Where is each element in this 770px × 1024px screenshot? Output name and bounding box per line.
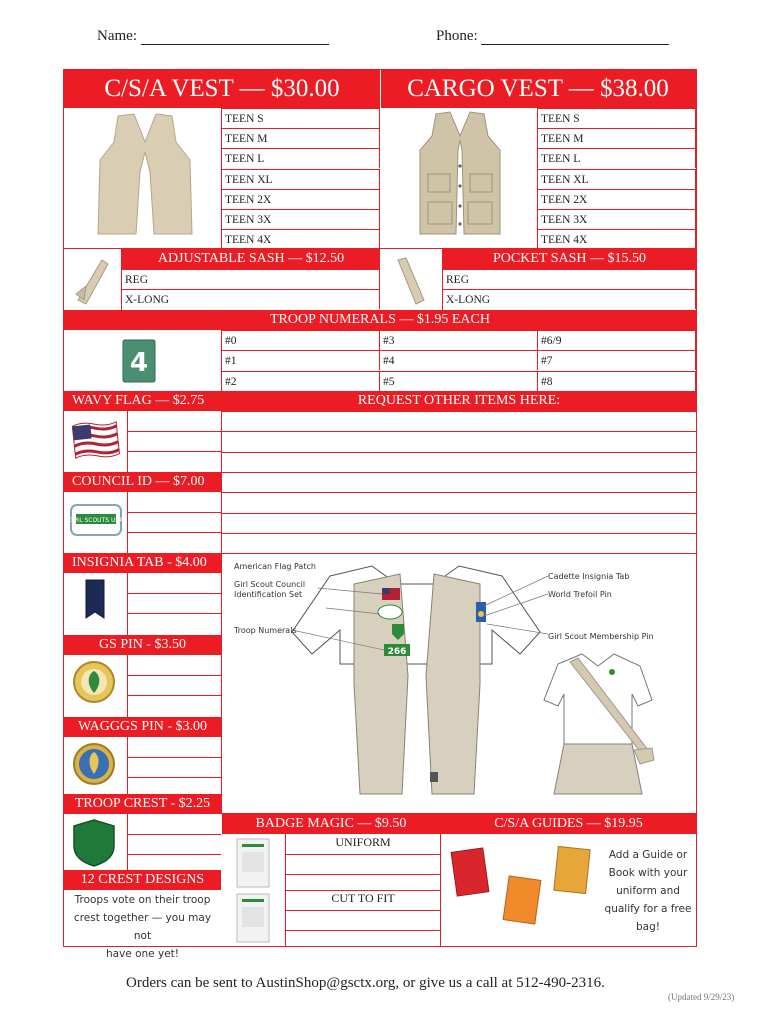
request-row-line — [222, 492, 696, 493]
cargo-vest-size-cell[interactable]: TEEN XL — [538, 169, 696, 189]
adjustable-sash-option[interactable]: REG — [122, 269, 380, 289]
adjustable-sash-option[interactable]: X-LONG — [122, 289, 380, 309]
csa-vest-size-cell[interactable]: TEEN 2X — [222, 189, 380, 209]
troop-numeral-cell[interactable]: #4 — [380, 350, 538, 370]
troop-crest-header: TROOP CREST - $2.25 — [64, 794, 221, 814]
pocket-sash-header: POCKET SASH — $15.50 — [443, 249, 696, 269]
left-image-divider — [127, 737, 128, 794]
left-write-in-line — [127, 675, 221, 676]
left-image-divider — [127, 411, 128, 472]
left-write-in-line — [127, 757, 221, 758]
csa-vest-size-cell[interactable]: TEEN 3X — [222, 209, 380, 229]
badge-magic-cut-image — [236, 893, 270, 943]
left-write-in-line — [127, 431, 221, 432]
request-row-line — [222, 452, 696, 453]
badge-magic-uniform-label: UNIFORM — [335, 835, 391, 849]
troop-numeral-cell[interactable]: #3 — [380, 330, 538, 350]
csa-guides-books-image — [450, 842, 598, 934]
csa-guides-header: C/S/A GUIDES — $19.95 — [441, 814, 696, 834]
footer-contact: Orders can be sent to AustinShop@gsctx.org, or give us a call at 512-490-2316. — [126, 975, 605, 991]
troop-numeral-cell[interactable]: #8 — [538, 371, 696, 391]
csa-guides-note: Add a Guide or Book with your uniform and qualify for a free bag! — [604, 849, 692, 933]
diagram-label-insignia-tab: Cadette Insignia Tab — [548, 572, 630, 581]
phone-field[interactable] — [436, 28, 669, 45]
pocket-sash-option[interactable]: REG — [443, 269, 696, 289]
left-write-in-line — [127, 593, 221, 594]
diagram-label-numerals: Troop Numerals — [234, 626, 297, 635]
gs-pin-image — [72, 660, 116, 704]
badge-magic-row-line — [286, 874, 440, 875]
left-write-in-line — [127, 777, 221, 778]
troop-numeral-cell[interactable]: #7 — [538, 350, 696, 370]
diagram-label-trefoil-pin: World Trefoil Pin — [548, 590, 612, 599]
badge-magic-uniform-image — [236, 838, 270, 888]
wavy-flag-header: WAVY FLAG — $2.75 — [64, 391, 221, 411]
adjustable-sash-header: ADJUSTABLE SASH — $12.50 — [122, 249, 380, 269]
left-write-in-line — [127, 532, 221, 533]
pocket-sash-image — [390, 256, 432, 306]
troop-numeral-image — [122, 339, 156, 383]
updated-date: (Updated 9/29/23) — [668, 992, 735, 1002]
col-divider — [440, 813, 441, 947]
phone-label: Phone: — [436, 28, 478, 44]
cargo-vest-size-cell[interactable]: TEEN 2X — [538, 189, 696, 209]
csa-size-col-divider — [221, 108, 222, 249]
left-col-divider — [221, 391, 222, 814]
badge-magic-header: BADGE MAGIC — $9.50 — [222, 814, 440, 834]
left-write-in-line — [127, 613, 221, 614]
name-label: Name: — [97, 28, 137, 44]
badge-magic-cut-label: CUT TO FIT — [331, 891, 395, 905]
left-write-in-line — [127, 854, 221, 855]
troop-numeral-cell[interactable]: #5 — [380, 371, 538, 391]
diagram-label-council-1: Girl Scout Council — [234, 580, 306, 589]
troop-numeral-cell[interactable]: #2 — [222, 371, 380, 391]
american-flag-patch-image — [72, 418, 120, 464]
request-row-line — [222, 533, 696, 534]
cargo-size-col-divider — [537, 108, 538, 249]
troop-numeral-cell[interactable]: #6/9 — [538, 330, 696, 350]
request-row-line — [222, 513, 696, 514]
badge-magic-row-line — [286, 930, 440, 931]
diagram-label-membership-pin: Girl Scout Membership Pin — [548, 632, 654, 641]
cargo-vest-size-cell[interactable]: TEEN M — [538, 128, 696, 148]
left-write-in-line — [127, 512, 221, 513]
cargo-vest-size-cell[interactable]: TEEN 3X — [538, 209, 696, 229]
troop-crest-image — [72, 818, 116, 868]
troop-numerals-header: TROOP NUMERALS — $1.95 EACH — [64, 310, 696, 330]
left-write-in-line — [127, 695, 221, 696]
pocket-sash-option[interactable]: X-LONG — [443, 289, 696, 309]
crest-designs-note: Troops vote on their troop crest together — you may not have one yet! — [73, 894, 212, 960]
left-write-in-line — [127, 451, 221, 452]
name-input-line[interactable] — [141, 29, 329, 45]
wagggs-pin-header: WAGGGS PIN - $3.00 — [64, 717, 221, 737]
numerals-col-divider — [221, 330, 222, 391]
name-field[interactable] — [97, 28, 329, 45]
badge-magic-row-line — [286, 854, 440, 855]
badge-magic-row-line — [286, 890, 440, 891]
request-row-line — [222, 431, 696, 432]
wagggs-pin-image — [72, 742, 116, 786]
council-id-patch-image — [70, 504, 122, 536]
left-write-in-line — [127, 834, 221, 835]
left-image-divider — [127, 814, 128, 870]
cargo-vest-size-cell[interactable]: TEEN 4X — [538, 229, 696, 249]
badge-magic-row-line — [286, 910, 440, 911]
adjustable-sash-image — [72, 256, 114, 306]
council-id-patch-text: GIRL SCOUTS USA — [68, 517, 124, 524]
request-row-line — [222, 472, 696, 473]
phone-input-line[interactable] — [481, 29, 669, 45]
insignia-tab-image — [84, 578, 106, 622]
cargo-vest-size-cell[interactable]: TEEN S — [538, 108, 696, 128]
cargo-vest-image — [418, 110, 502, 240]
left-image-divider — [127, 573, 128, 635]
cargo-vest-size-cell[interactable]: TEEN L — [538, 148, 696, 168]
left-image-divider — [127, 655, 128, 717]
troop-numeral-cell[interactable]: #0 — [222, 330, 380, 350]
csa-vest-size-cell[interactable]: TEEN L — [222, 148, 380, 168]
gs-pin-header: GS PIN - $3.50 — [64, 635, 221, 655]
cargo-vest-header: CARGO VEST — $38.00 — [380, 70, 696, 108]
council-id-header: COUNCIL ID — $7.00 — [64, 472, 221, 492]
request-row-line — [222, 411, 696, 412]
troop-numeral-cell[interactable]: #1 — [222, 350, 380, 370]
diagram-label-council-2: Identification Set — [234, 590, 303, 599]
row-divider — [222, 813, 696, 814]
csa-vest-size-cell[interactable]: TEEN S — [222, 108, 380, 128]
insignia-tab-header: INSIGNIA TAB - $4.00 — [64, 553, 221, 573]
csa-vest-image — [96, 112, 194, 240]
csa-vest-size-cell[interactable]: TEEN M — [222, 128, 380, 148]
troop-numeral-digit: 4 — [129, 348, 149, 378]
diagram-numerals: 266 — [387, 647, 407, 657]
csa-vest-size-cell[interactable]: TEEN XL — [222, 169, 380, 189]
diagram-label-flag: American Flag Patch — [234, 562, 316, 571]
request-row-line — [222, 553, 696, 554]
crest-designs-header: 12 CREST DESIGNS — [64, 870, 221, 890]
request-other-header: REQUEST OTHER ITEMS HERE: — [222, 391, 696, 411]
left-image-divider — [127, 492, 128, 553]
header-divider — [380, 70, 381, 108]
csa-vest-header: C/S/A VEST — $30.00 — [64, 70, 380, 108]
csa-vest-size-cell[interactable]: TEEN 4X — [222, 229, 380, 249]
